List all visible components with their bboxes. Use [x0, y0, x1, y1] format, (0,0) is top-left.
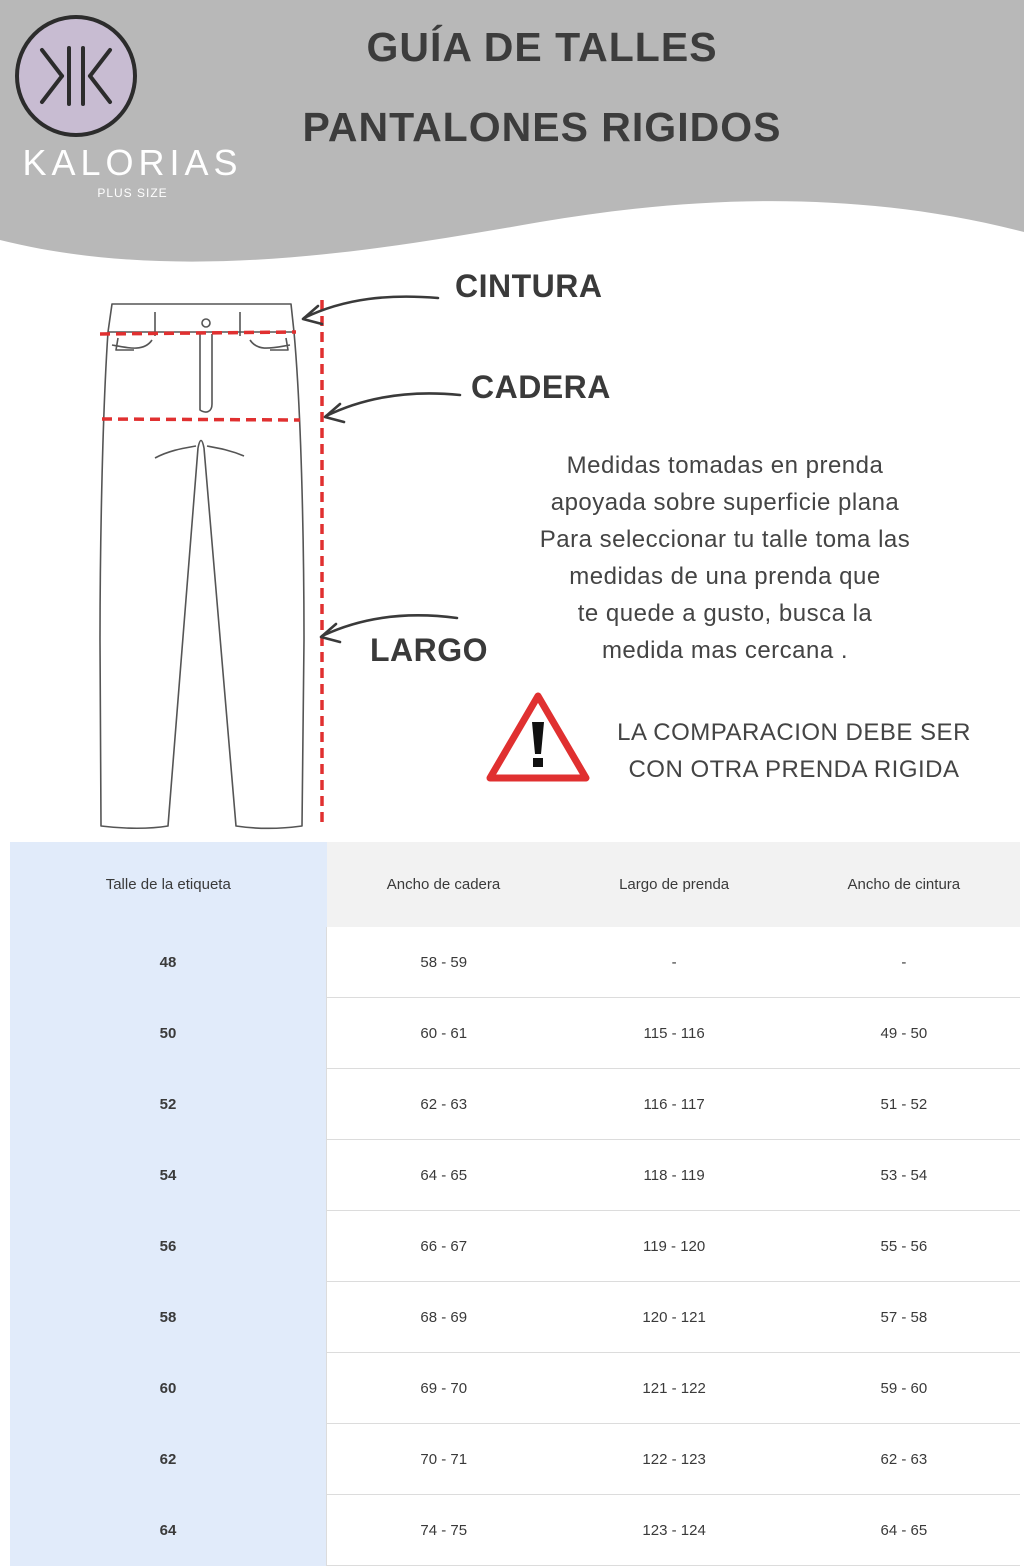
- cell-largo: 121 - 122: [561, 1353, 788, 1424]
- cell-talle: 52: [10, 1069, 327, 1140]
- cell-cintura: -: [788, 927, 1020, 998]
- cell-talle: 48: [10, 927, 327, 998]
- size-table: [10, 842, 1020, 1566]
- length-label: LARGO: [370, 632, 489, 668]
- waist-label: CINTURA: [455, 268, 603, 304]
- measurement-arrows: [303, 297, 460, 642]
- cell-largo: 116 - 117: [561, 1069, 788, 1140]
- hip-label: CADERA: [471, 369, 611, 405]
- cell-cintura: 49 - 50: [788, 998, 1020, 1069]
- instructions-line: medidas de una prenda que: [569, 563, 881, 590]
- table-row: [10, 1211, 1020, 1282]
- cell-cintura: 62 - 63: [788, 1424, 1020, 1495]
- cell-largo: 122 - 123: [561, 1424, 788, 1495]
- warning-line: LA COMPARACION DEBE SER: [617, 719, 971, 746]
- cell-talle: 50: [10, 998, 327, 1069]
- cell-largo: -: [561, 927, 788, 998]
- instructions-line: apoyada sobre superficie plana: [550, 489, 900, 516]
- table-row: [10, 1140, 1020, 1211]
- cell-cintura: 57 - 58: [788, 1282, 1020, 1353]
- kk-monogram-icon: [14, 14, 138, 138]
- cell-cadera: 60 - 61: [327, 998, 561, 1069]
- cell-cintura: 59 - 60: [788, 1353, 1020, 1424]
- cell-talle: 54: [10, 1140, 327, 1211]
- brand-name: KALORIAS: [22, 142, 243, 183]
- instructions-line: te quede a gusto, busca la: [577, 600, 873, 627]
- table-row: [10, 1495, 1020, 1566]
- warning-line: CON OTRA PRENDA RIGIDA: [628, 756, 960, 783]
- cell-cadera: 70 - 71: [327, 1424, 561, 1495]
- brand-block: [20, 142, 245, 200]
- table-row: [10, 1353, 1020, 1424]
- page-subtitle: PANTALONES RIGIDOS: [302, 104, 782, 150]
- table-row: [10, 1282, 1020, 1353]
- cell-talle: 62: [10, 1424, 327, 1495]
- cell-cadera: 74 - 75: [327, 1495, 561, 1566]
- instructions-line: medida mas cercana .: [601, 637, 849, 664]
- table-row: [10, 927, 1020, 998]
- table-row: [10, 1069, 1020, 1140]
- table-row: [10, 1424, 1020, 1495]
- cell-largo: 123 - 124: [561, 1495, 788, 1566]
- cell-cadera: 58 - 59: [327, 927, 561, 998]
- header-cadera: Ancho de cadera: [327, 842, 561, 927]
- cell-talle: 56: [10, 1211, 327, 1282]
- instructions-text: [500, 447, 950, 669]
- table-header-row: [10, 842, 1020, 927]
- cell-talle: 64: [10, 1495, 327, 1566]
- measurement-guides: [100, 300, 322, 824]
- cell-cintura: 51 - 52: [788, 1069, 1020, 1140]
- cell-cintura: 55 - 56: [788, 1211, 1020, 1282]
- instructions-line: Para seleccionar tu talle toma las: [539, 526, 911, 553]
- cell-talle: 60: [10, 1353, 327, 1424]
- cell-largo: 120 - 121: [561, 1282, 788, 1353]
- table-row: [10, 998, 1020, 1069]
- header-talle: Talle de la etiqueta: [10, 842, 327, 927]
- cell-cadera: 69 - 70: [327, 1353, 561, 1424]
- warning-triangle-icon: [486, 690, 590, 786]
- cell-cintura: 64 - 65: [788, 1495, 1020, 1566]
- cell-cintura: 53 - 54: [788, 1140, 1020, 1211]
- warning-message: [596, 714, 992, 788]
- cell-cadera: 64 - 65: [327, 1140, 561, 1211]
- cell-talle: 58: [10, 1282, 327, 1353]
- cell-cadera: 62 - 63: [327, 1069, 561, 1140]
- header-cintura: Ancho de cintura: [788, 842, 1020, 927]
- instructions-line: Medidas tomadas en prenda: [566, 452, 884, 479]
- cell-largo: 119 - 120: [561, 1211, 788, 1282]
- header-largo: Largo de prenda: [561, 842, 788, 927]
- cell-largo: 118 - 119: [561, 1140, 788, 1211]
- pants-outline-icon: [100, 304, 304, 828]
- brand-tagline: PLUS SIZE: [97, 186, 168, 200]
- cell-cadera: 66 - 67: [327, 1211, 561, 1282]
- page-title: GUÍA DE TALLES: [366, 24, 718, 70]
- cell-largo: 115 - 116: [561, 998, 788, 1069]
- cell-cadera: 68 - 69: [327, 1282, 561, 1353]
